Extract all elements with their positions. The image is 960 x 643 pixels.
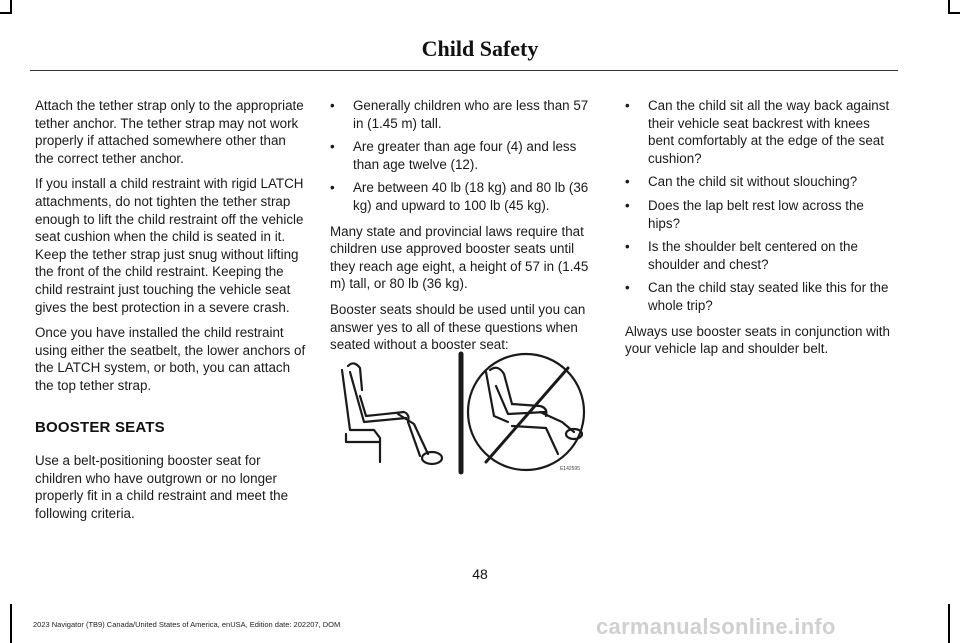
column-2 xyxy=(330,97,598,362)
watermark: carmanualsonline.info xyxy=(596,614,836,639)
crop-mark-top-left-h xyxy=(0,12,12,14)
crop-mark-bottom-right xyxy=(948,604,950,643)
list-item: • Does the lap belt rest low across the hips? xyxy=(625,197,895,232)
column-1 xyxy=(35,97,306,530)
crop-mark-bottom-left xyxy=(10,604,12,643)
paragraph-top-tether: Once you have installed the child restraint using either the seatbelt, the lower anchors of the LATCH system, or both, you can attach the top tether strap. xyxy=(35,325,306,393)
crop-mark-top-right-h xyxy=(948,12,960,14)
list-item: • Are between 40 lb (18 kg) and 80 lb (36 kg) and upward to 100 lb (45 kg). xyxy=(330,179,598,214)
questions-list xyxy=(625,97,895,315)
edition-footer: 2023 Navigator (TB9) Canada/United States of America, enUSA, Edition date: 202207, DOM xyxy=(33,620,341,629)
page-number: 48 xyxy=(472,566,488,582)
list-item: • Can the child sit all the way back against their vehicle seat backrest with knees bent comfortably at the edge of the seat cushion? xyxy=(625,97,895,167)
header-divider xyxy=(30,70,898,71)
column-3 xyxy=(625,97,895,366)
page-title: Child Safety xyxy=(421,36,539,61)
correct-seating-figure xyxy=(342,363,442,464)
paragraph-closing: Always use booster seats in conjunction with your vehicle lap and shoulder belt. xyxy=(625,323,890,357)
list-item: • Can the child stay seated like this for the whole trip? xyxy=(625,279,895,314)
section-heading-booster-seats: BOOSTER SEATS xyxy=(35,418,165,436)
list-item: • Are greater than age four (4) and less than age twelve (12). xyxy=(330,138,598,173)
paragraph-tether-anchor: Attach the tether strap only to the appropriate tether anchor. The tether strap may not work properly if attached somewhere other than the correct tether anchor. xyxy=(35,98,304,166)
paragraph-booster-intro: Use a belt-positioning booster seat for children who have outgrown or no longer properly fit in a child restraint and meet the following criteria. xyxy=(35,453,289,521)
paragraph-state-laws: Many state and provincial laws require that children use approved booster seats until they reach age eight, a height of 57 in (1.45 m) tall, or 80 lb (36 kg). xyxy=(330,223,589,292)
booster-seat-illustration xyxy=(336,346,588,476)
criteria-list xyxy=(330,97,598,215)
paragraph-booster-questions: Booster seats should be used until you can answer yes to all of these questions when seated without a booster seat: xyxy=(330,301,586,353)
list-item: • Can the child sit without slouching? xyxy=(625,173,895,191)
list-item: • Generally children who are less than 57 in (1.45 m) tall. xyxy=(330,97,598,132)
list-item: • Is the shoulder belt centered on the shoulder and chest? xyxy=(625,238,895,273)
prohibited-seating-figure xyxy=(468,354,584,470)
paragraph-latch-tether: If you install a child restraint with rigid LATCH attachments, do not tighten the tether strap enough to lift the child restraint off the vehicle seat cushion when the child is seated in it. Keep the tether strap just snug without lifting the front of the child restraint. Keeping the child restraint just touching the vehicle seat gives the best protection in a severe crash. xyxy=(35,176,304,315)
figure-code: E142595 xyxy=(559,466,580,472)
